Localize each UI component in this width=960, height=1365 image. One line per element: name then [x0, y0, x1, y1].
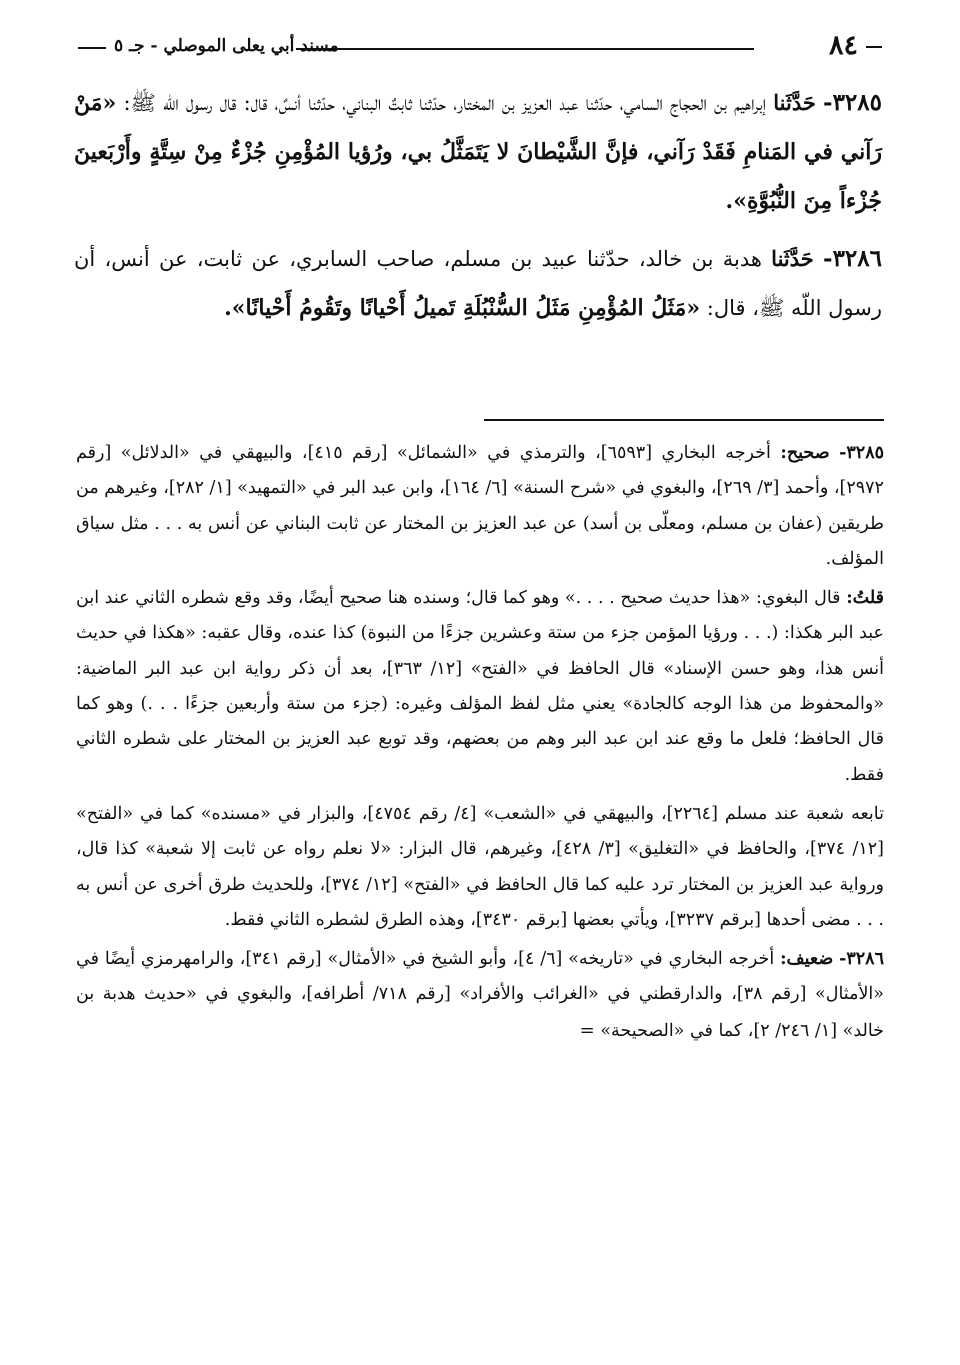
header-rule: [296, 48, 754, 50]
mutabaat-text: تابعه شعبة عند مسلم [٢٢٦٤]، والبيهقي في «الشعب» [٤/ رقم ٤٧٥٤]، والبزار في «مسنده» كما في «الفتح» [١٢/ ٣٧٤]، والحافظ في «التغليق» [٣/ ٤٢٨]، وغيرهم، قال البزار: «لا نعلم رواه عن ثابت إلا شعبة» كذا قال، ورواية عبد العزيز بن المختار ترد عليه كما قال الحافظ في «الفتح» [١٢/ ٣٧٤]، وللحديث طرق أخرى عن أنس به . . . مضى أحدها [برقم ٣٢٣٧]، ويأتي بعضها [برقم ٣٤٣٠]، وهذه الطرق لشطره الثاني فقط.: [76, 803, 884, 930]
footnote-grade: صحيح:: [780, 443, 830, 463]
footnote-text: أخرجه البخاري في «تاريخه» [٦/ ٤]، وأبو الشيخ في «الأمثال» [رقم ٣٤١]، والرامهرمزي أيضًا في «الأمثال» [رقم ٣٨]، والدارقطني في «الغرائب والأفراد» [رقم ٧١٨/ أطرافه]، والبغوي في «حديث هدبة بن خالد» [١/ ٢٤٦/ ٢]، كما في «الصحيحة»: [76, 949, 884, 1041]
footnote-grade: ضعيف:: [780, 949, 834, 970]
continuation-mark: =: [579, 1019, 595, 1041]
hadith-matn: «مَنْ رَآني في المَنامِ فَقَدْ رَآني، فإنَّ الشَّيْطانَ لا يَتَمَثَّلُ بي، ورُؤيا المُؤْمِنِ جُزْءٌ مِنْ سِتَّةٍ وأَرْبَعينَ جُزْءاً مِنَ النُّبُوَّةِ».: [74, 90, 882, 214]
running-title: مسند أبي يعلى الموصلي - جـ ٥: [114, 36, 339, 56]
header-dash-right: [866, 46, 882, 48]
hadith-number: ٣٢٨٥-: [823, 89, 882, 116]
header-dash-left: [78, 47, 106, 49]
hadith-opening: حَدَّثَنا: [773, 90, 816, 115]
qultu-text: قال البغوي: «هذا حديث صحيح . . . .» وهو كما قال؛ وسنده هنا صحيح أيضًا، وقد وقع شطره الثاني عند ابن عبد البر هكذا: (. . . ورؤيا المؤمن جزء من ستة وعشرين جزءًا من النبوة) كذا عنده، وقال عقبه: «هكذا في حديث أنس هذا، وهو حسن الإسناد» قال الحافظ في «الفتح» [١٢/ ٣٦٣]، بعد أن ذكر رواية ابن عبد البر الماضية: «والمحفوظ من هذا الوجه كالجادة» يعني مثل لفظ المؤلف وغيره: (جزء من ستة وأربعين جزءًا . . .) وهو كما قال الحافظ؛ فلعل ما وقع عند ابن عبد البر وهم من بعضهم، وقد توبع عبد العزيز بن المختار على شطره الثاني فقط.: [76, 588, 884, 785]
qultu-label: قلتُ:: [846, 588, 884, 609]
footnotes: [76, 436, 884, 1053]
footnote-mutabaat: [76, 797, 884, 938]
hadith-isnad: هدبة بن خالد، حدّثنا عبيد بن مسلم، صاحب السابري، عن ثابت، عن أنس، أن رسول اللّه ﷺ، قال:: [74, 247, 882, 320]
footnote-3285: [76, 436, 884, 577]
main-text: [74, 78, 882, 341]
footnote-number: ٣٢٨٥-: [839, 443, 884, 463]
footnote-number: ٣٢٨٦-: [839, 949, 884, 970]
footnote-3286: [76, 942, 884, 1049]
footnote-text: أخرجه البخاري [٦٥٩٣]، والترمذي في «الشمائل» [رقم ٤١٥]، والبيهقي في «الدلائل» [رقم ٢٩٧٢]، وأحمد [٣/ ٢٦٩]، والبغوي في «شرح السنة» [٦/ ١٦٤]، وابن عبد البر في «التمهيد» [١/ ٢٨٢]، وغيرهم من طريقين (عفان بن مسلم، ومعلّى بن أسد) عن عبد العزيز بن المختار عن ثابت البناني عن أنس به . . . مثل سياق المؤلف.: [76, 443, 884, 569]
footnote-qultu: [76, 581, 884, 793]
hadith-matn: «مَثَلُ المُؤْمِنِ مَثَلُ السُّنْبُلَةِ تَميلُ أَحْيانًا وتَقُومُ أَحْيانًا».: [224, 295, 701, 321]
hadith-opening: حَدَّثَنا: [771, 246, 814, 271]
hadith-number: ٣٢٨٦-: [823, 245, 882, 272]
hadith-3286: [74, 234, 882, 333]
page-header: [78, 26, 882, 66]
hadith-isnad: إبراهيم بن الحجاج السامي، حدّثنا عبد العزيز بن المختار، حدّثنا ثابتٌ البناني، حدّثنا أنسٌ، قال: قال رسول اللّه ﷺ:: [123, 91, 767, 115]
hadith-3285: [74, 78, 882, 226]
page-number: ٨٤: [828, 30, 858, 61]
footnote-separator: [484, 419, 884, 421]
